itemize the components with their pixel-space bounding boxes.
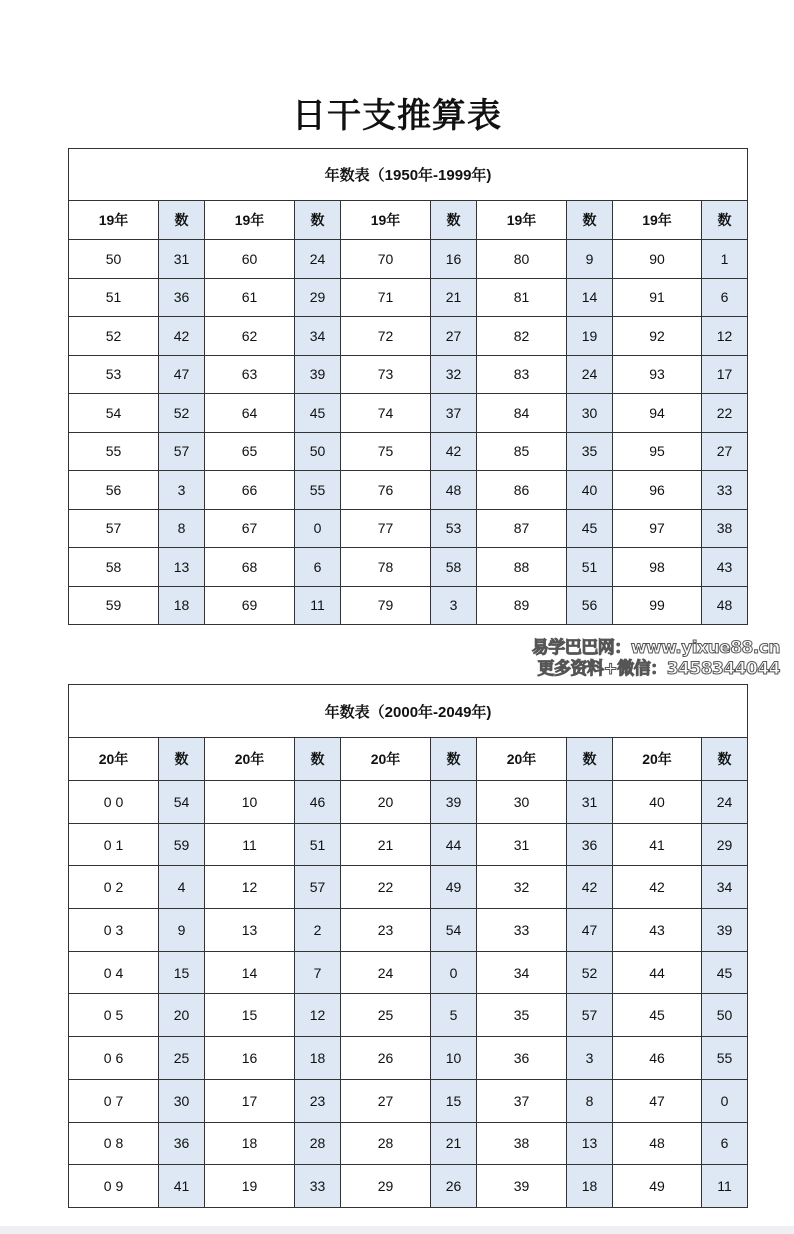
number-cell: 12 [295, 994, 341, 1037]
year-cell: 99 [613, 586, 702, 625]
number-cell: 24 [702, 781, 748, 824]
year-cell: 76 [341, 471, 431, 510]
number-cell: 56 [567, 586, 613, 625]
number-cell: 11 [295, 586, 341, 625]
year-cell: 34 [477, 951, 567, 994]
year-cell: 0 4 [69, 951, 159, 994]
year-column-header: 19年 [69, 201, 159, 240]
year-cell: 66 [205, 471, 295, 510]
number-cell: 52 [159, 394, 205, 433]
number-cell: 29 [702, 823, 748, 866]
number-cell: 44 [431, 823, 477, 866]
number-cell: 15 [159, 951, 205, 994]
table-row [69, 432, 748, 471]
number-cell: 33 [702, 471, 748, 510]
number-cell: 36 [159, 1122, 205, 1165]
number-cell: 16 [431, 240, 477, 279]
year-cell: 98 [613, 548, 702, 587]
year-cell: 71 [341, 278, 431, 317]
year-cell: 23 [341, 909, 431, 952]
table-row [69, 240, 748, 279]
table-row [69, 394, 748, 433]
year-cell: 94 [613, 394, 702, 433]
number-cell: 3 [431, 586, 477, 625]
year-cell: 28 [341, 1122, 431, 1165]
year-cell: 41 [613, 823, 702, 866]
number-cell: 48 [431, 471, 477, 510]
year-cell: 72 [341, 317, 431, 356]
year-cell: 96 [613, 471, 702, 510]
table-row [69, 586, 748, 625]
table-row [69, 951, 748, 994]
year-cell: 77 [341, 509, 431, 548]
year-cell: 32 [477, 866, 567, 909]
number-cell: 11 [702, 1165, 748, 1208]
year-cell: 36 [477, 1037, 567, 1080]
year-cell: 11 [205, 823, 295, 866]
year-cell: 24 [341, 951, 431, 994]
number-cell: 6 [702, 1122, 748, 1165]
number-cell: 18 [567, 1165, 613, 1208]
number-cell: 6 [702, 278, 748, 317]
number-cell: 55 [702, 1037, 748, 1080]
year-cell: 54 [69, 394, 159, 433]
year-cell: 95 [613, 432, 702, 471]
year-cell: 61 [205, 278, 295, 317]
number-cell: 55 [295, 471, 341, 510]
table-row [69, 548, 748, 587]
year-cell: 42 [613, 866, 702, 909]
bottom-bar [0, 1226, 794, 1234]
year-cell: 74 [341, 394, 431, 433]
year-column-header: 19年 [613, 201, 702, 240]
number-cell: 48 [702, 586, 748, 625]
year-cell: 26 [341, 1037, 431, 1080]
number-cell: 24 [567, 355, 613, 394]
number-column-header: 数 [567, 201, 613, 240]
year-cell: 88 [477, 548, 567, 587]
year-cell: 46 [613, 1037, 702, 1080]
table-row [69, 823, 748, 866]
number-cell: 52 [567, 951, 613, 994]
year-cell: 38 [477, 1122, 567, 1165]
year-cell: 93 [613, 355, 702, 394]
year-table-1950-1999 [68, 148, 748, 625]
table-row [69, 866, 748, 909]
number-cell: 58 [431, 548, 477, 587]
year-cell: 67 [205, 509, 295, 548]
number-cell: 0 [431, 951, 477, 994]
number-cell: 39 [702, 909, 748, 952]
number-cell: 34 [295, 317, 341, 356]
year-cell: 45 [613, 994, 702, 1037]
year-cell: 56 [69, 471, 159, 510]
number-cell: 8 [159, 509, 205, 548]
year-cell: 29 [341, 1165, 431, 1208]
number-cell: 43 [702, 548, 748, 587]
table-row [69, 509, 748, 548]
number-cell: 40 [567, 471, 613, 510]
year-cell: 12 [205, 866, 295, 909]
year-column-header: 20年 [613, 738, 702, 781]
year-column-header: 19年 [341, 201, 431, 240]
year-cell: 97 [613, 509, 702, 548]
year-cell: 75 [341, 432, 431, 471]
number-cell: 0 [295, 509, 341, 548]
year-cell: 39 [477, 1165, 567, 1208]
number-cell: 36 [159, 278, 205, 317]
number-cell: 31 [159, 240, 205, 279]
number-cell: 12 [702, 317, 748, 356]
year-cell: 58 [69, 548, 159, 587]
number-cell: 50 [702, 994, 748, 1037]
table-row [69, 471, 748, 510]
number-column-header: 数 [431, 738, 477, 781]
number-cell: 17 [702, 355, 748, 394]
year-cell: 0 1 [69, 823, 159, 866]
table-row [69, 781, 748, 824]
number-cell: 38 [702, 509, 748, 548]
number-cell: 14 [567, 278, 613, 317]
number-cell: 54 [431, 909, 477, 952]
year-cell: 79 [341, 586, 431, 625]
year-cell: 91 [613, 278, 702, 317]
year-cell: 65 [205, 432, 295, 471]
year-cell: 70 [341, 240, 431, 279]
year-column-header: 20年 [477, 738, 567, 781]
year-cell: 47 [613, 1079, 702, 1122]
number-cell: 9 [567, 240, 613, 279]
number-cell: 3 [159, 471, 205, 510]
year-cell: 17 [205, 1079, 295, 1122]
year-cell: 69 [205, 586, 295, 625]
number-cell: 59 [159, 823, 205, 866]
table-row [69, 909, 748, 952]
table-row [69, 278, 748, 317]
year-cell: 84 [477, 394, 567, 433]
number-cell: 30 [567, 394, 613, 433]
year-column-header: 20年 [205, 738, 295, 781]
number-cell: 47 [159, 355, 205, 394]
watermark-line-2: 更多资料+微信：3458344044 [537, 659, 780, 679]
number-cell: 13 [159, 548, 205, 587]
year-table-2000-2049 [68, 684, 748, 1208]
number-cell: 32 [431, 355, 477, 394]
table-row [69, 1079, 748, 1122]
number-cell: 10 [431, 1037, 477, 1080]
year-cell: 73 [341, 355, 431, 394]
year-column-header: 20年 [69, 738, 159, 781]
year-cell: 27 [341, 1079, 431, 1122]
year-cell: 51 [69, 278, 159, 317]
year-cell: 0 2 [69, 866, 159, 909]
number-column-header: 数 [159, 738, 205, 781]
year-cell: 43 [613, 909, 702, 952]
number-cell: 57 [567, 994, 613, 1037]
page-title: 日干支推算表 [292, 96, 502, 136]
number-cell: 9 [159, 909, 205, 952]
number-cell: 57 [159, 432, 205, 471]
number-cell: 37 [431, 394, 477, 433]
number-cell: 8 [567, 1079, 613, 1122]
table-row [69, 1165, 748, 1208]
year-cell: 0 3 [69, 909, 159, 952]
year-cell: 62 [205, 317, 295, 356]
year-cell: 87 [477, 509, 567, 548]
number-cell: 42 [159, 317, 205, 356]
number-cell: 5 [431, 994, 477, 1037]
year-cell: 57 [69, 509, 159, 548]
number-cell: 26 [431, 1165, 477, 1208]
year-cell: 86 [477, 471, 567, 510]
number-cell: 24 [295, 240, 341, 279]
table-row [69, 317, 748, 356]
year-cell: 59 [69, 586, 159, 625]
number-cell: 46 [295, 781, 341, 824]
year-cell: 0 6 [69, 1037, 159, 1080]
number-cell: 45 [295, 394, 341, 433]
table-title: 年数表（2000年-2049年) [69, 685, 748, 738]
number-cell: 0 [702, 1079, 748, 1122]
number-cell: 53 [431, 509, 477, 548]
number-cell: 42 [431, 432, 477, 471]
year-cell: 64 [205, 394, 295, 433]
year-cell: 0 0 [69, 781, 159, 824]
year-cell: 92 [613, 317, 702, 356]
year-cell: 16 [205, 1037, 295, 1080]
number-column-header: 数 [295, 201, 341, 240]
number-column-header: 数 [702, 738, 748, 781]
number-cell: 23 [295, 1079, 341, 1122]
year-cell: 15 [205, 994, 295, 1037]
year-cell: 89 [477, 586, 567, 625]
year-cell: 83 [477, 355, 567, 394]
number-cell: 36 [567, 823, 613, 866]
number-cell: 18 [295, 1037, 341, 1080]
table-row [69, 994, 748, 1037]
number-column-header: 数 [567, 738, 613, 781]
year-cell: 35 [477, 994, 567, 1037]
number-cell: 2 [295, 909, 341, 952]
year-column-header: 19年 [477, 201, 567, 240]
number-column-header: 数 [295, 738, 341, 781]
number-cell: 41 [159, 1165, 205, 1208]
year-cell: 31 [477, 823, 567, 866]
number-column-header: 数 [702, 201, 748, 240]
year-cell: 13 [205, 909, 295, 952]
number-cell: 27 [431, 317, 477, 356]
year-cell: 49 [613, 1165, 702, 1208]
table-row [69, 355, 748, 394]
number-cell: 51 [567, 548, 613, 587]
year-cell: 50 [69, 240, 159, 279]
year-cell: 18 [205, 1122, 295, 1165]
number-cell: 31 [567, 781, 613, 824]
number-cell: 51 [295, 823, 341, 866]
number-cell: 15 [431, 1079, 477, 1122]
year-cell: 48 [613, 1122, 702, 1165]
number-cell: 54 [159, 781, 205, 824]
year-cell: 52 [69, 317, 159, 356]
year-cell: 0 5 [69, 994, 159, 1037]
number-cell: 21 [431, 1122, 477, 1165]
number-cell: 42 [567, 866, 613, 909]
year-cell: 82 [477, 317, 567, 356]
year-cell: 68 [205, 548, 295, 587]
number-cell: 21 [431, 278, 477, 317]
number-cell: 34 [702, 866, 748, 909]
table-title: 年数表（1950年-1999年) [69, 149, 748, 201]
year-cell: 33 [477, 909, 567, 952]
number-cell: 45 [702, 951, 748, 994]
year-cell: 0 7 [69, 1079, 159, 1122]
number-cell: 25 [159, 1037, 205, 1080]
table-row [69, 1037, 748, 1080]
year-cell: 78 [341, 548, 431, 587]
year-cell: 22 [341, 866, 431, 909]
number-cell: 19 [567, 317, 613, 356]
number-cell: 1 [702, 240, 748, 279]
number-cell: 4 [159, 866, 205, 909]
number-cell: 39 [295, 355, 341, 394]
number-cell: 18 [159, 586, 205, 625]
number-cell: 13 [567, 1122, 613, 1165]
number-cell: 22 [702, 394, 748, 433]
year-cell: 20 [341, 781, 431, 824]
number-cell: 49 [431, 866, 477, 909]
year-cell: 30 [477, 781, 567, 824]
year-cell: 19 [205, 1165, 295, 1208]
year-cell: 85 [477, 432, 567, 471]
number-cell: 27 [702, 432, 748, 471]
number-cell: 3 [567, 1037, 613, 1080]
number-cell: 47 [567, 909, 613, 952]
year-cell: 0 8 [69, 1122, 159, 1165]
year-column-header: 19年 [205, 201, 295, 240]
year-cell: 63 [205, 355, 295, 394]
year-cell: 60 [205, 240, 295, 279]
year-cell: 44 [613, 951, 702, 994]
watermark-line-1: 易学巴巴网：www.yixue88.cn [531, 638, 780, 658]
year-cell: 80 [477, 240, 567, 279]
number-cell: 6 [295, 548, 341, 587]
year-cell: 10 [205, 781, 295, 824]
number-cell: 50 [295, 432, 341, 471]
number-cell: 29 [295, 278, 341, 317]
year-cell: 14 [205, 951, 295, 994]
number-cell: 30 [159, 1079, 205, 1122]
table-row [69, 1122, 748, 1165]
number-cell: 33 [295, 1165, 341, 1208]
number-column-header: 数 [431, 201, 477, 240]
year-cell: 40 [613, 781, 702, 824]
number-column-header: 数 [159, 201, 205, 240]
number-cell: 28 [295, 1122, 341, 1165]
number-cell: 45 [567, 509, 613, 548]
year-cell: 37 [477, 1079, 567, 1122]
year-cell: 81 [477, 278, 567, 317]
number-cell: 39 [431, 781, 477, 824]
year-cell: 0 9 [69, 1165, 159, 1208]
number-cell: 57 [295, 866, 341, 909]
year-cell: 21 [341, 823, 431, 866]
number-cell: 35 [567, 432, 613, 471]
number-cell: 20 [159, 994, 205, 1037]
year-column-header: 20年 [341, 738, 431, 781]
number-cell: 7 [295, 951, 341, 994]
year-cell: 25 [341, 994, 431, 1037]
year-cell: 55 [69, 432, 159, 471]
year-cell: 53 [69, 355, 159, 394]
year-cell: 90 [613, 240, 702, 279]
